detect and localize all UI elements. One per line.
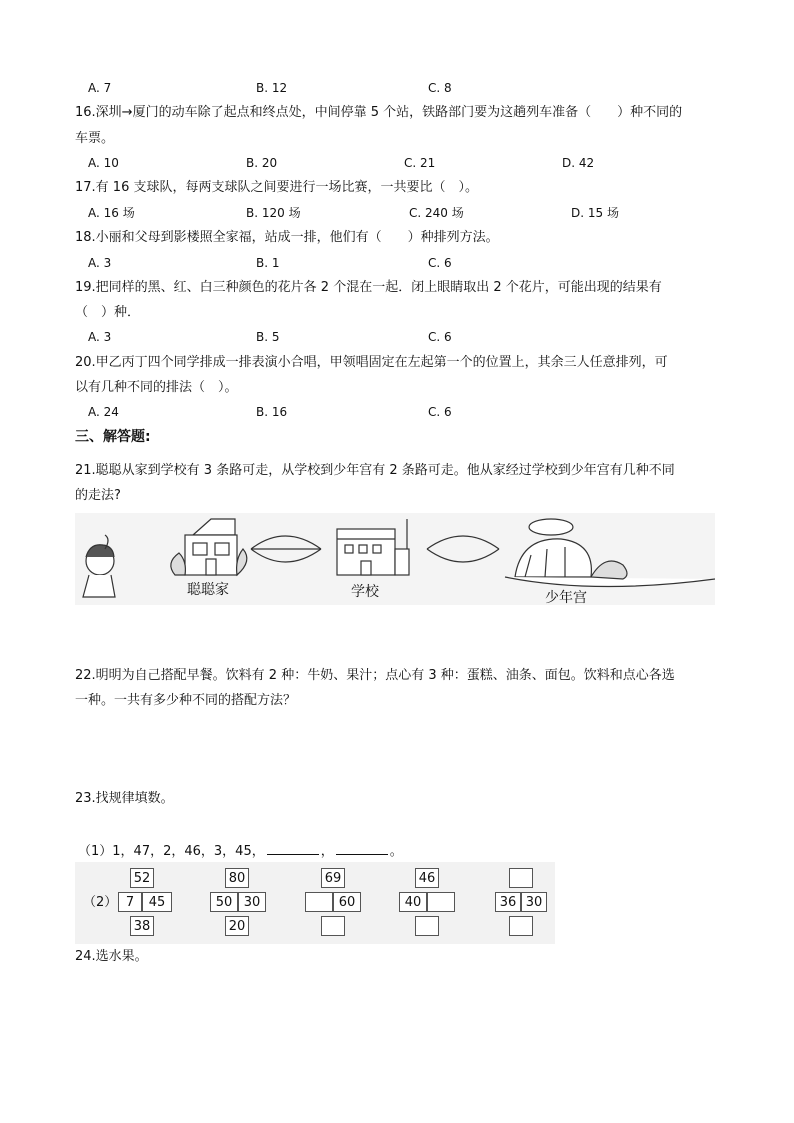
label-school: 学校 <box>351 584 379 600</box>
q20-text-line2: 以有几种不同的排法（ ）。 <box>75 380 238 395</box>
q16-option-c: C. 21 <box>404 156 436 170</box>
q16-text-line2: 车票。 <box>75 131 115 146</box>
q19-option-b: B. 5 <box>256 330 280 344</box>
section-heading: 三、解答题: <box>75 429 151 445</box>
answer-blank-1[interactable] <box>267 842 319 855</box>
q19-text-line1: 19.把同样的黑、红、白三种颜色的花片各 2 个混在一起．闭上眼睛取出 2 个花片，可能出现的结果有 <box>75 280 662 295</box>
cross1-left: 7 <box>118 892 142 912</box>
q17-option-c: C. 240 场 <box>409 206 464 220</box>
q20-option-a: A. 24 <box>88 405 119 419</box>
q18-option-c: C. 6 <box>428 256 452 270</box>
label-youth-palace: 少年宫 <box>545 590 587 606</box>
cross4-bottom[interactable] <box>415 916 439 936</box>
q24-text: 24.选水果。 <box>75 949 148 964</box>
q18-option-a: A. 3 <box>88 256 112 270</box>
q20-option-b: B. 16 <box>256 405 288 419</box>
q19-option-c: C. 6 <box>428 330 452 344</box>
q16-option-d: D. 42 <box>562 156 595 170</box>
q20-text-line1: 20.甲乙丙丁四个同学排成一排表演小合唱，甲领唱固定在左起第一个的位置上，其余三人任意排列，可 <box>75 355 668 370</box>
cross5-right: 30 <box>521 892 547 912</box>
cross3-top: 69 <box>321 868 345 888</box>
cross3-right: 60 <box>333 892 361 912</box>
cross3-left[interactable] <box>305 892 333 912</box>
cross2-bottom: 20 <box>225 916 249 936</box>
route-lines-2 <box>427 536 499 562</box>
cross1-top: 52 <box>130 868 154 888</box>
cross4-right[interactable] <box>427 892 455 912</box>
q15-option-c: C. 8 <box>428 81 452 95</box>
label-home: 聪聪家 <box>187 582 229 598</box>
cross1-right: 45 <box>142 892 172 912</box>
youth-palace-icon <box>505 519 715 587</box>
route-lines-1 <box>251 536 321 562</box>
q16-option-b: B. 20 <box>246 156 278 170</box>
q17-option-d: D. 15 场 <box>571 206 619 220</box>
route-illustration <box>75 513 715 605</box>
q15-option-b: B. 12 <box>256 81 288 95</box>
number-cross-puzzles <box>75 862 555 944</box>
q17-option-a: A. 16 场 <box>88 206 135 220</box>
q18-option-b: B. 1 <box>256 256 280 270</box>
q20-option-c: C. 6 <box>428 405 452 419</box>
cross2-left: 50 <box>210 892 238 912</box>
q23-part1-end: 。 <box>389 844 403 859</box>
q21-text-line1: 21.聪聪从家到学校有 3 条路可走，从学校到少年宫有 2 条路可走。他从家经过学校到少年宫有几种不同 <box>75 463 675 478</box>
q18-text: 18.小丽和父母到影楼照全家福，站成一排，他们有（ ）种排列方法。 <box>75 230 499 245</box>
cross3-bottom[interactable] <box>321 916 345 936</box>
q17-text: 17.有 16 支球队，每两支球队之间要进行一场比赛，一共要比（ ）。 <box>75 180 478 195</box>
q19-option-a: A. 3 <box>88 330 112 344</box>
q23-part1-separator: ， <box>320 844 334 859</box>
school-icon <box>337 519 409 575</box>
cross2-top: 80 <box>225 868 249 888</box>
cross5-left: 36 <box>495 892 521 912</box>
child-icon <box>83 535 115 597</box>
q17-option-b: B. 120 场 <box>246 206 301 220</box>
answer-blank-2[interactable] <box>336 842 388 855</box>
q22-text-line1: 22.明明为自己搭配早餐。饮料有 2 种：牛奶、果汁；点心有 3 种：蛋糕、油条、面包。饮料和点心各选 <box>75 668 675 683</box>
q15-option-a: A. 7 <box>88 81 112 95</box>
cross4-left: 40 <box>399 892 427 912</box>
q19-text-line2: （ ）种． <box>75 305 141 320</box>
house-icon <box>171 519 247 575</box>
cross2-right: 30 <box>238 892 266 912</box>
cross5-bottom[interactable] <box>509 916 533 936</box>
cross4-top: 46 <box>415 868 439 888</box>
cross1-bottom: 38 <box>130 916 154 936</box>
q23-part2-label: （2） <box>83 895 118 910</box>
q23-part1 <box>78 842 403 861</box>
q21-text-line2: 的走法? <box>75 488 121 503</box>
q16-option-a: A. 10 <box>88 156 119 170</box>
q23-part1-sequence: （1）1，47，2，46，3，45， <box>78 844 265 859</box>
q16-text-line1: 16.深圳→厦门的动车除了起点和终点处，中间停靠 5 个站，铁路部门要为这趟列车准备（ ）种不同的 <box>75 105 683 120</box>
cross5-top[interactable] <box>509 868 533 888</box>
q23-text: 23.找规律填数。 <box>75 791 174 806</box>
q22-text-line2: 一种。一共有多少种不同的搭配方法？ <box>75 693 297 708</box>
